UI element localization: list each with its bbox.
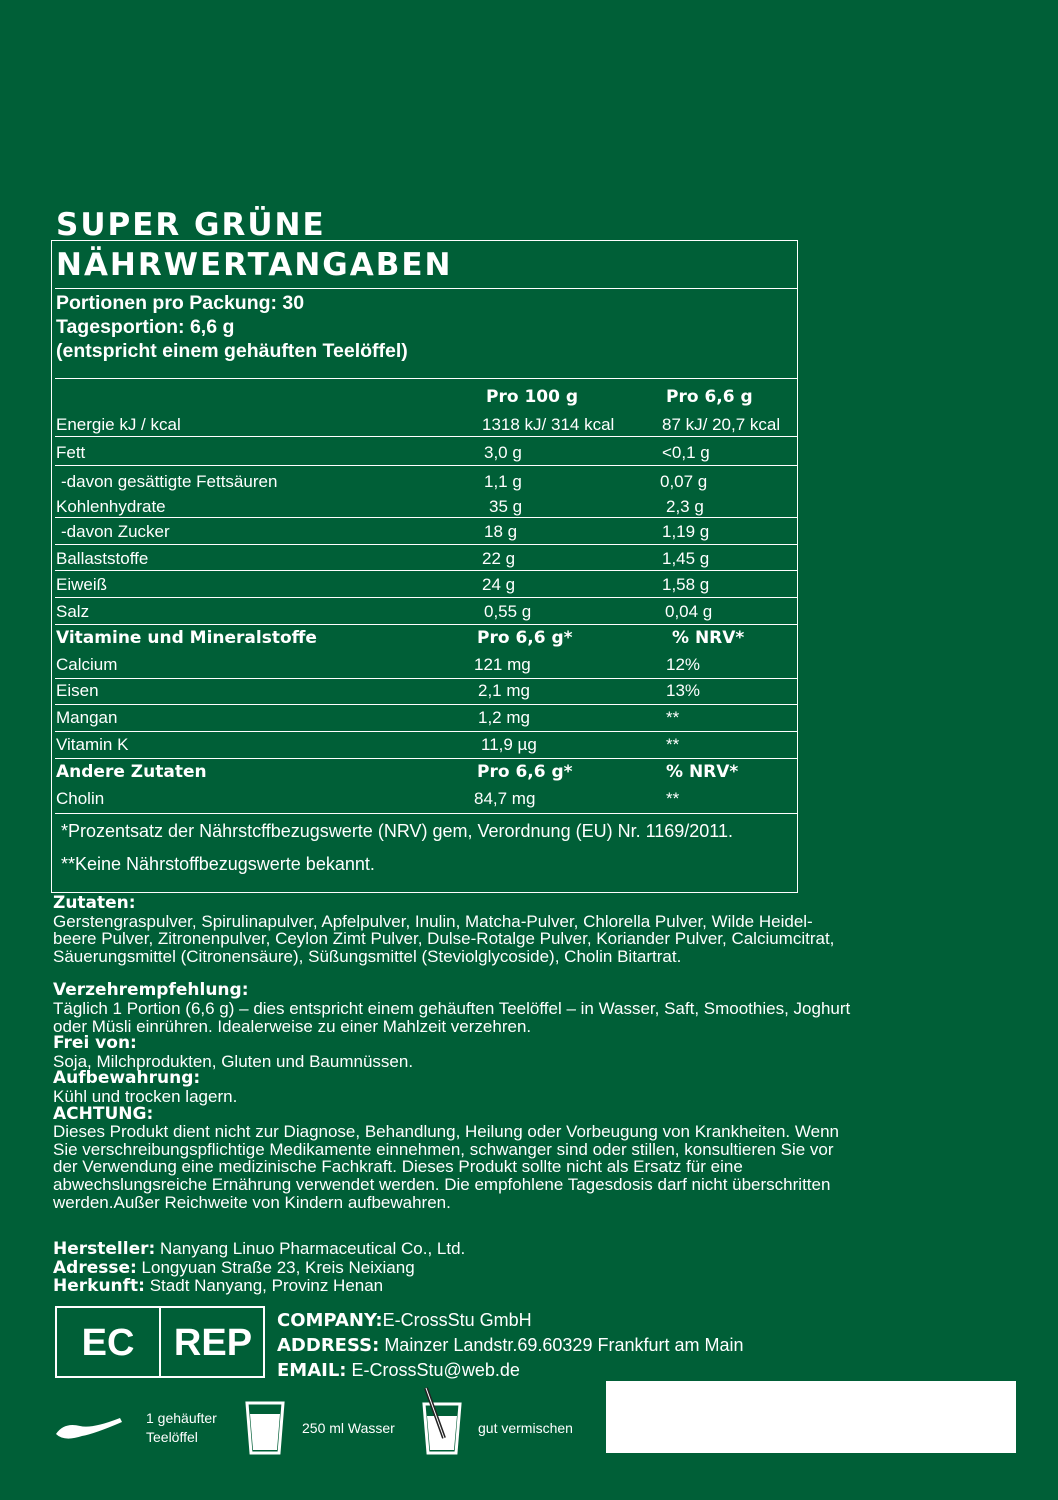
usage-step-mix: gut vermischen bbox=[478, 1420, 573, 1436]
section-title-other: Andere Zutaten bbox=[56, 762, 207, 782]
divider bbox=[55, 544, 797, 545]
column-header-portion: Pro 6,6 g* bbox=[477, 762, 573, 782]
origin-label: Herkunft: bbox=[53, 1276, 145, 1297]
company-label: COMPANY: bbox=[277, 1310, 383, 1331]
free-from-text: Soja, Milchprodukten, Gluten und Baumnüssen. bbox=[53, 1051, 414, 1071]
row-value-portion: 1,58 g bbox=[662, 575, 710, 594]
row-value-portion: 87 kJ/ 20,7 kcal bbox=[662, 415, 781, 434]
divider bbox=[55, 517, 797, 518]
row-label: Ballaststoffe bbox=[56, 549, 149, 568]
column-header-portion: Pro 6,6 g* bbox=[477, 628, 573, 648]
divider bbox=[55, 731, 797, 732]
divider bbox=[55, 624, 797, 625]
row-value-portion: 2,3 g bbox=[666, 497, 704, 516]
column-header-nrv: % NRV* bbox=[666, 762, 739, 782]
rep-text: REP bbox=[173, 1322, 253, 1364]
divider bbox=[55, 678, 797, 679]
ingredients-line: beere Pulver, Zitronenpulver, Ceylon Zimt Pulver, Dulse-Rotalge Pulver, Koriander Pulver, Calciumcitrat, bbox=[53, 929, 835, 949]
row-label: Kohlenhydrate bbox=[56, 497, 166, 516]
storage-heading: Aufbewahrung: bbox=[53, 1068, 201, 1089]
company-address: Mainzer Landstr.69.60329 Frankfurt am Main bbox=[384, 1335, 744, 1355]
row-value-portion: 0,04 g bbox=[665, 602, 713, 621]
row-label: Vitamin K bbox=[56, 735, 129, 754]
ec-text: EC bbox=[81, 1322, 135, 1364]
ingredients-line: Säuerungsmittel (Citronensäure), Süßungsmittel (Steviolglycoside), Cholin Bitartrat. bbox=[53, 946, 682, 966]
eu-representative-info bbox=[277, 1308, 744, 1383]
company-name: E-CrossStu GmbH bbox=[382, 1310, 532, 1330]
row-value-portion: 2,1 mg bbox=[478, 681, 530, 700]
row-value-portion: 1,2 mg bbox=[478, 708, 530, 727]
ingredients-line: Gerstengraspulver, Spirulinapulver, Apfelpulver, Inulin, Matcha-Pulver, Chlorella Pulver, Wilde Heidel- bbox=[53, 911, 813, 931]
nutrition-title: NÄHRWERTANGABEN bbox=[56, 247, 453, 283]
row-value-100g: 3,0 g bbox=[484, 443, 522, 462]
row-value-portion: <0,1 g bbox=[662, 443, 710, 462]
company-address-label: ADDRESS: bbox=[277, 1335, 380, 1356]
divider bbox=[55, 758, 797, 759]
row-label: Eisen bbox=[56, 681, 99, 700]
manufacturer-origin: Stadt Nanyang, Provinz Henan bbox=[149, 1276, 384, 1296]
section-title-vitamins: Vitamine und Mineralstoffe bbox=[56, 628, 317, 648]
warning-heading: ACHTUNG: bbox=[53, 1103, 154, 1124]
divider bbox=[55, 597, 797, 598]
row-value-nrv: 12% bbox=[666, 655, 701, 674]
row-value-100g: 1318 kJ/ 314 kcal bbox=[482, 415, 615, 434]
recommendation-line: oder Müsli einrühren. Idealerweise zu einer Mahlzeit verzehren. bbox=[53, 1016, 532, 1036]
portion-note: (entspricht einem gehäuften Teelöffel) bbox=[56, 340, 408, 362]
usage-step-spoon bbox=[146, 1409, 217, 1447]
row-value-portion: 1,45 g bbox=[662, 549, 710, 568]
glass-icon bbox=[244, 1400, 286, 1456]
recommendation-heading: Verzehrempfehlung: bbox=[53, 980, 249, 1001]
manufacturer-address: Longyuan Straße 23, Kreis Neixiang bbox=[141, 1257, 415, 1277]
row-value-100g: 1,1 g bbox=[484, 472, 522, 491]
usage-step-water: 250 ml Wasser bbox=[302, 1420, 395, 1436]
row-value-portion: 121 mg bbox=[474, 655, 531, 674]
divider bbox=[55, 378, 797, 379]
row-value-nrv: ** bbox=[666, 735, 680, 754]
row-label: -davon Zucker bbox=[61, 522, 170, 541]
email-label: EMAIL: bbox=[277, 1360, 347, 1381]
row-label: Calcium bbox=[56, 655, 118, 674]
portions-per-pack: Portionen pro Packung: 30 bbox=[56, 292, 305, 314]
product-title: SUPER GRÜNE bbox=[56, 207, 326, 243]
usage-step-spoon-line1: 1 gehäufter bbox=[146, 1410, 217, 1426]
warning-line: Dieses Produkt dient nicht zur Diagnose, Behandlung, Heilung oder Vorbeugung von Krankheiten. Wenn bbox=[53, 1122, 839, 1142]
row-value-100g: 24 g bbox=[482, 575, 516, 594]
portion-info bbox=[56, 291, 408, 363]
row-value-100g: 0,55 g bbox=[484, 602, 532, 621]
row-value-100g: 18 g bbox=[484, 522, 518, 541]
footnote-unknown: **Keine Nährstoffbezugswerte bekannt. bbox=[61, 854, 375, 874]
storage-text: Kühl und trocken lagern. bbox=[53, 1086, 238, 1106]
row-value-nrv: ** bbox=[666, 789, 680, 808]
row-label: Cholin bbox=[56, 789, 105, 808]
column-header-per-100g: Pro 100 g bbox=[486, 387, 579, 407]
label-text-block bbox=[53, 895, 953, 1211]
manufacturer-label: Hersteller: bbox=[53, 1239, 156, 1259]
row-label: Energie kJ / kcal bbox=[56, 415, 181, 434]
row-value-portion: 11,9 µg bbox=[481, 735, 537, 754]
row-label: Eiweiß bbox=[56, 575, 108, 594]
divider bbox=[55, 570, 797, 571]
row-value-100g: 35 g bbox=[489, 497, 523, 516]
recommendation-line: Täglich 1 Portion (6,6 g) – dies entspricht einem gehäuften Teelöffel – in Wasser, Saft, Smoothies, Joghurt bbox=[53, 998, 851, 1018]
row-label: Fett bbox=[56, 443, 86, 462]
divider bbox=[55, 704, 797, 705]
stir-glass-icon bbox=[420, 1386, 464, 1456]
blank-label-area bbox=[606, 1381, 1016, 1453]
row-value-portion: 0,07 g bbox=[660, 472, 708, 491]
warning-line: werden.Außer Reichweite von Kindern aufbewahren. bbox=[53, 1192, 451, 1212]
ec-rep-symbol bbox=[55, 1306, 265, 1378]
manufacturer-name: Nanyang Linuo Pharmaceutical Co., Ltd. bbox=[160, 1239, 466, 1258]
address-label: Adresse: bbox=[53, 1257, 137, 1278]
footnote-nrv: *Prozentsatz der Nährstcffbezugswerte (NRV) gem, Verordnung (EU) Nr. 1169/2011. bbox=[61, 821, 733, 841]
warning-line: der Verwendung eine medizinische Fachkraft. Dieses Produkt sollte nicht als Ersatz für eine bbox=[53, 1157, 743, 1177]
row-label: Salz bbox=[56, 602, 90, 621]
divider bbox=[55, 465, 797, 466]
usage-step-spoon-line2: Teelöffel bbox=[146, 1429, 198, 1445]
row-value-nrv: 13% bbox=[666, 681, 701, 700]
divider bbox=[55, 288, 797, 289]
row-value-nrv: ** bbox=[666, 708, 680, 727]
free-from-heading: Frei von: bbox=[53, 1033, 137, 1054]
divider bbox=[55, 436, 797, 437]
manufacturer-info bbox=[53, 1240, 465, 1296]
ingredients-heading: Zutaten: bbox=[53, 893, 136, 913]
divider bbox=[55, 813, 797, 814]
column-header-per-portion: Pro 6,6 g bbox=[666, 387, 753, 407]
row-label: -davon gesättigte Fettsäuren bbox=[61, 472, 278, 491]
spoon-icon bbox=[54, 1412, 124, 1442]
warning-line: abwechslungsreiche Ernährung verwendet werden. Die empfohlene Tagesdosis darf nicht überschritten bbox=[53, 1174, 831, 1194]
warning-line: Sie verschreibungspflichtige Medikamente einnehmen, schwanger sind oder stillen, konsultieren Sie vor bbox=[53, 1139, 834, 1159]
column-header-nrv: % NRV* bbox=[672, 628, 745, 648]
company-email: E-CrossStu@web.de bbox=[351, 1360, 520, 1380]
nutrition-facts-box bbox=[51, 240, 798, 893]
row-value-portion: 1,19 g bbox=[662, 522, 710, 541]
row-label: Mangan bbox=[56, 708, 118, 727]
daily-portion: Tagesportion: 6,6 g bbox=[56, 316, 235, 338]
row-value-100g: 22 g bbox=[482, 549, 516, 568]
row-value-portion: 84,7 mg bbox=[474, 789, 536, 808]
